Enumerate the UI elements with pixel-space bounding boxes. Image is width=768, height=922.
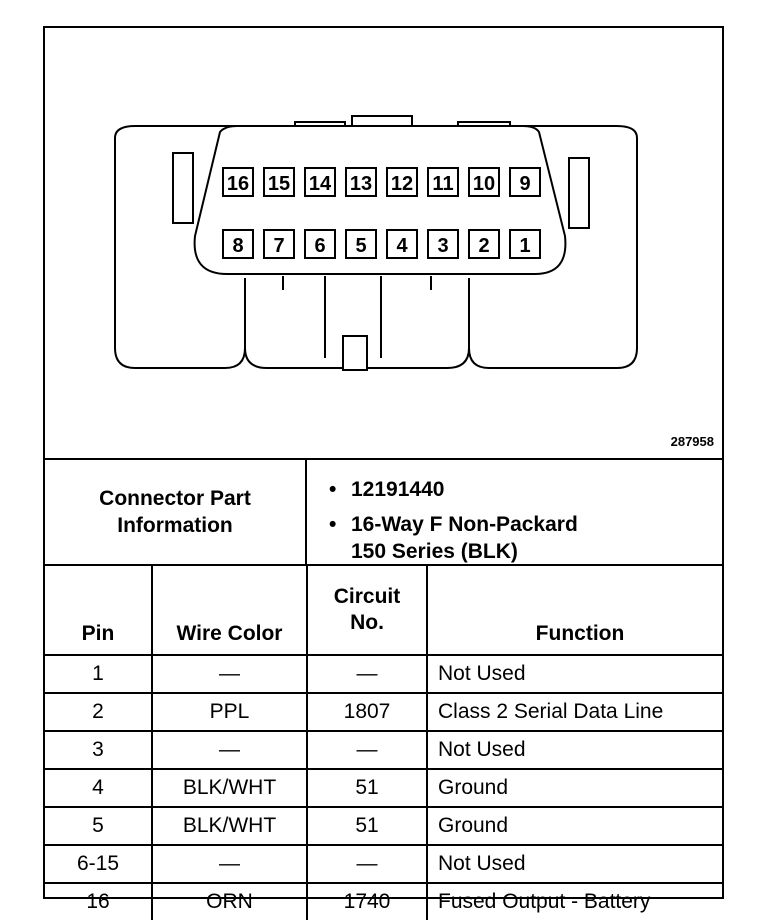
cell-wire-color: ORN [152, 883, 307, 920]
cell-function: Ground [427, 807, 722, 845]
header-circuit [307, 566, 427, 655]
cell-circuit: — [307, 845, 427, 883]
table-row [45, 883, 722, 920]
cell-pin: 16 [45, 883, 152, 920]
side-latch-right [569, 158, 589, 228]
description-line1: • 16-Way F Non-Packard [351, 513, 578, 536]
cell-circuit: — [307, 731, 427, 769]
pin-number: 16 [226, 173, 250, 195]
cell-function: Fused Output - Battery [427, 883, 722, 920]
info-label [45, 460, 307, 564]
description-line2: 150 Series (BLK) [351, 540, 518, 563]
info-label-line2: Information [117, 514, 233, 537]
cell-function: Class 2 Serial Data Line [427, 693, 722, 731]
cell-pin: 2 [45, 693, 152, 731]
cell-circuit: 51 [307, 807, 427, 845]
cell-pin: 1 [45, 655, 152, 693]
cell-circuit: 1807 [307, 693, 427, 731]
connector-part-info [45, 458, 722, 566]
pin-number: 6 [314, 235, 326, 257]
cell-function: Not Used [427, 655, 722, 693]
cell-pin: 6-15 [45, 845, 152, 883]
pinout-table [45, 566, 722, 920]
cell-wire-color: — [152, 845, 307, 883]
cell-circuit: 51 [307, 769, 427, 807]
header-function: Function [427, 566, 722, 655]
figure-id: 287958 [670, 434, 714, 449]
table-row [45, 769, 722, 807]
connector-diagram [45, 28, 722, 458]
header-pin: Pin [45, 566, 152, 655]
part-number: • 12191440 [351, 478, 445, 501]
pin-number: 2 [478, 235, 490, 257]
pin-number: 9 [519, 173, 531, 195]
table-header-row [45, 566, 722, 655]
cell-wire-color: — [152, 655, 307, 693]
table-row [45, 845, 722, 883]
table-row [45, 655, 722, 693]
side-latch-left [173, 153, 193, 223]
cell-pin: 5 [45, 807, 152, 845]
table-row [45, 693, 722, 731]
center-lock [343, 336, 367, 370]
pin-number: 11 [432, 173, 454, 195]
cell-wire-color: BLK/WHT [152, 769, 307, 807]
pin-number: 15 [267, 173, 291, 195]
cell-wire-color: PPL [152, 693, 307, 731]
info-details [307, 460, 722, 564]
cell-circuit: 1740 [307, 883, 427, 920]
pin-number: 4 [396, 235, 408, 257]
pin-number: 14 [308, 173, 332, 195]
pin-number: 1 [519, 235, 531, 257]
table-row [45, 807, 722, 845]
pin-number: 8 [232, 235, 244, 257]
pin-number: 5 [355, 235, 367, 257]
pin-number: 13 [349, 173, 373, 195]
cell-pin: 3 [45, 731, 152, 769]
cell-function: Not Used [427, 731, 722, 769]
header-circuit-line2: No. [350, 611, 384, 634]
cell-circuit: — [307, 655, 427, 693]
part-number-bullet [351, 476, 722, 503]
cell-wire-color: BLK/WHT [152, 807, 307, 845]
connector-frame [43, 26, 724, 913]
info-label-line1: Connector Part [99, 487, 251, 510]
pin-number: 12 [390, 173, 414, 195]
header-circuit-line1: Circuit [333, 585, 401, 608]
pin-number: 10 [472, 173, 496, 195]
header-wire-color: Wire Color [152, 566, 307, 655]
cell-function: Not Used [427, 845, 722, 883]
pin-number: 3 [437, 235, 449, 257]
cell-pin: 4 [45, 769, 152, 807]
table-row [45, 731, 722, 769]
cell-wire-color: — [152, 731, 307, 769]
pin-number: 7 [273, 235, 285, 257]
description-bullet [351, 511, 722, 565]
cell-function: Ground [427, 769, 722, 807]
